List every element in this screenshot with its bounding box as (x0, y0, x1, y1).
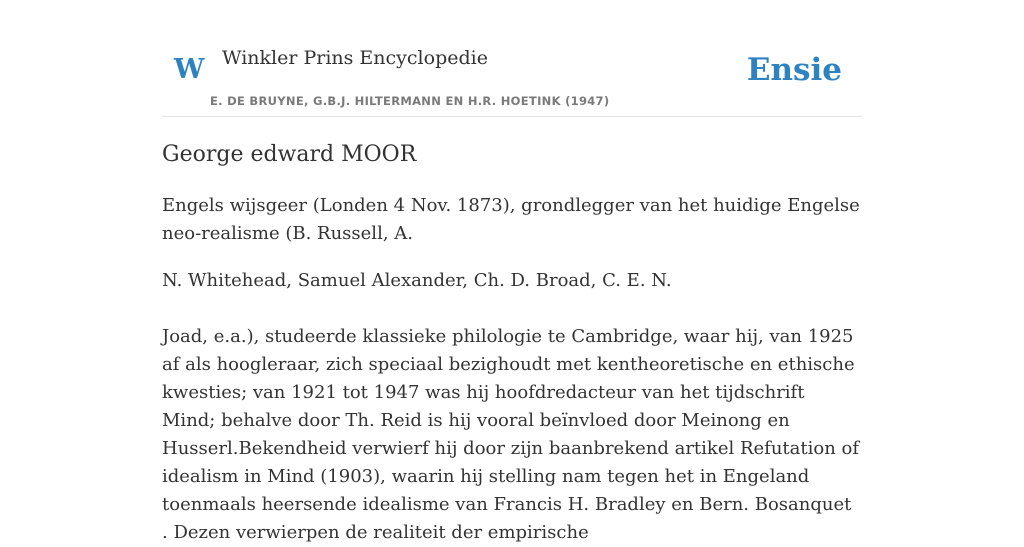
site-header (162, 0, 862, 117)
article-paragraph: Joad, e.a.), studeerde klassieke philologie te Cambridge, waar hij, van 1925 af als hoogleraar, zich speciaal bezighoudt met kentheoretische en ethische kwesties; van 1921 tot 1947 was hij hoofdredacteur van het tijdschrift Mind; behalve door Th. Reid is hij vooral beïnvloed door Meinong en Husserl.Bekendheid verwierf hij door zijn baanbrekend artikel Refutation of idealism in Mind (1903), waarin hij stelling nam tegen het in Engeland toenmaals heersende idealisme van Francis H. Bradley en Bern. Bosanquet . Dezen verwierpen de realiteit der empirische (162, 326, 860, 543)
site-title[interactable]: Winkler Prins Encyclopedie (222, 47, 488, 69)
article-content (162, 140, 862, 547)
logo-w-icon[interactable]: W (174, 54, 205, 85)
site-subtitle: E. DE BRUYNE, G.B.J. HILTERMANN EN H.R. HOETINK (1947) (210, 94, 610, 108)
article-paragraph: Engels wijsgeer (Londen 4 Nov. 1873), grondlegger van het huidige Engelse neo-realisme (B. Russell, A. (162, 195, 860, 244)
ensie-logo[interactable]: Ensie (746, 52, 842, 88)
article-paragraph: N. Whitehead, Samuel Alexander, Ch. D. Broad, C. E. N. (162, 270, 672, 291)
article-title: George edward MOOR (162, 142, 417, 167)
